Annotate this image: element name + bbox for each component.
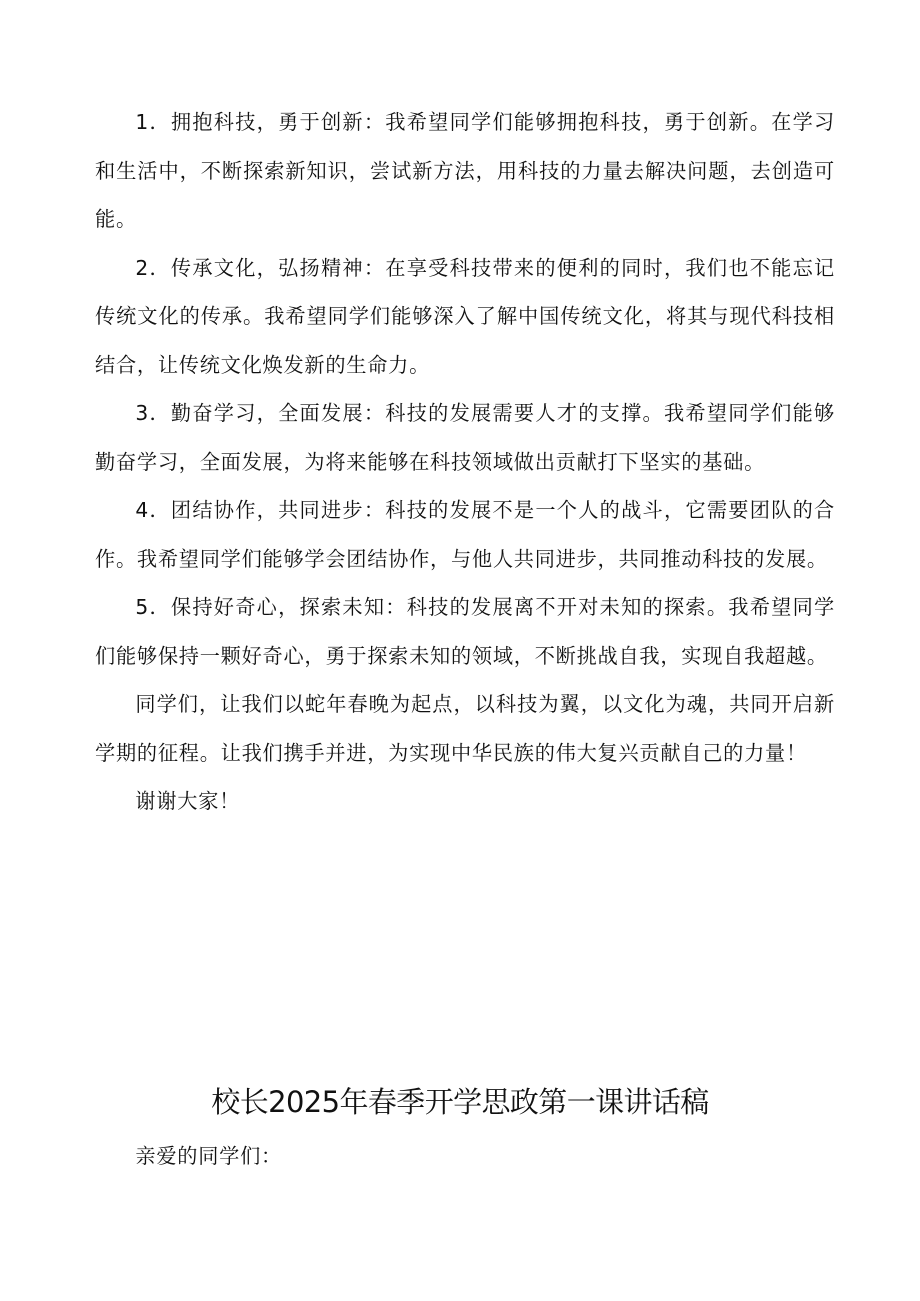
paragraph-point-1: 1．拥抱科技，勇于创新：我希望同学们能够拥抱科技，勇于创新。在学习和生活中，不断探索新知识，尝试新方法，用科技的力量去解决问题，去创造可能。 <box>95 110 835 231</box>
paragraph-point-4: 4．团结协作，共同进步：科技的发展不是一个人的战斗，它需要团队的合作。我希望同学们能够学会团结协作，与他人共同进步，共同推动科技的发展。 <box>95 498 835 571</box>
paragraph-point-3: 3．勤奋学习，全面发展：科技的发展需要人才的支撑。我希望同学们能够勤奋学习，全面发展，为将来能够在科技领域做出贡献打下坚实的基础。 <box>95 401 835 474</box>
paragraph-point-2: 2．传承文化，弘扬精神：在享受科技带来的便利的同时，我们也不能忘记传统文化的传承。我希望同学们能够深入了解中国传统文化，将其与现代科技相结合，让传统文化焕发新的生命力。 <box>95 255 835 377</box>
paragraph-point-5: 5．保持好奇心，探索未知：科技的发展离不开对未知的探索。我希望同学们能够保持一颗好奇心，勇于探索未知的领域，不断挑战自我，实现自我超越。 <box>95 595 835 668</box>
document-title: 校长2025年春季开学思政第一课讲话稿 <box>211 1085 709 1119</box>
greeting-line: 亲爱的同学们： <box>135 1144 282 1168</box>
paragraph-closing: 同学们，让我们以蛇年春晚为起点，以科技为翼，以文化为魂，共同开启新学期的征程。让我们携手并进，为实现中华民族的伟大复兴贡献自己的力量！ <box>95 692 835 765</box>
paragraph-thanks: 谢谢大家！ <box>135 789 241 813</box>
document-body <box>95 98 835 826</box>
